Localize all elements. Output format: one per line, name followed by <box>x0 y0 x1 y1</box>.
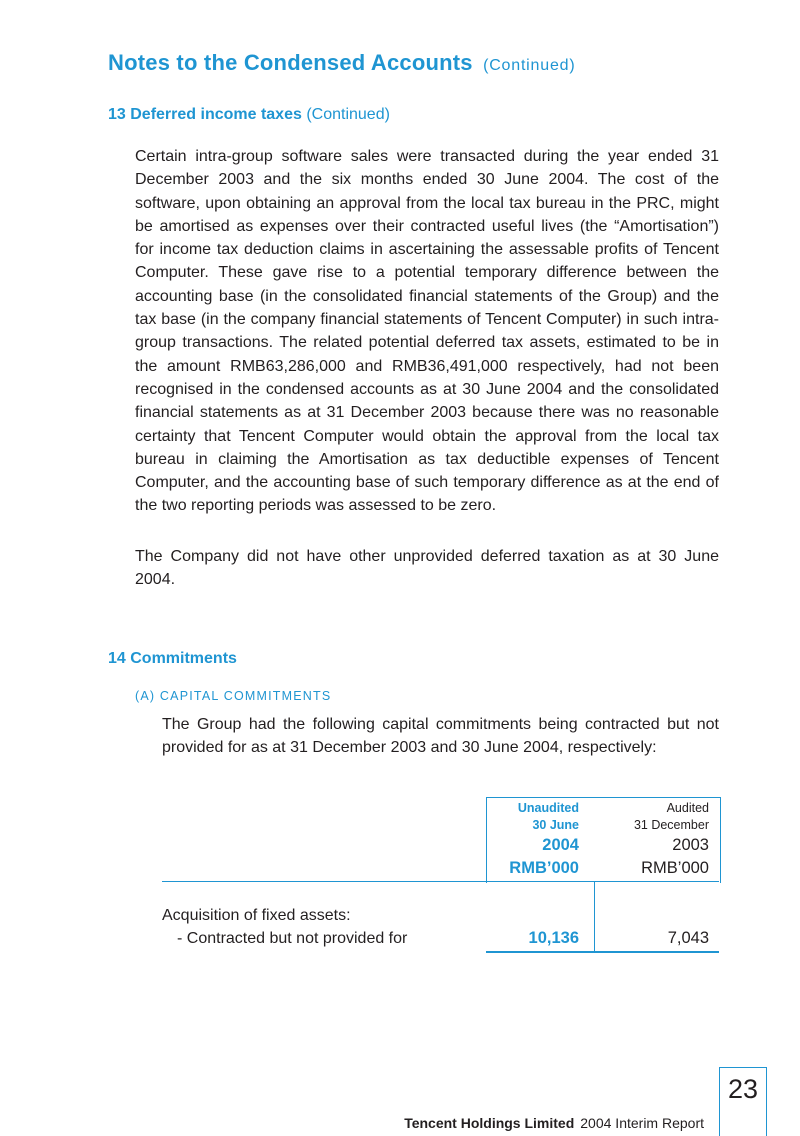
note-14-heading: 14 Commitments <box>108 650 237 667</box>
page-title <box>108 50 575 76</box>
col-2004-unit: RMB’000 <box>509 859 579 877</box>
note-13-heading-text: 13 Deferred income taxes <box>108 106 302 123</box>
row-value-2003: 7,043 <box>667 929 709 947</box>
note-13-paragraph-1: Certain intra-group software sales were transacted during the year ended 31 December 2003 and the six months ended 30 June 2004. The cost of the software, upon obtaining an approval from the local tax bureau in the PRC, might be amortised as expenses over their contracted useful lives (the “Amortisation”) for income tax deduction claims in ascertaining the assessable profits of Tencent Computer. These gave rise to a potential temporary difference between the accounting base (in the consolidated financial statements of the Group) and the tax base (in the company financial statements of Tencent Computer) in such intra-group transactions. The related potential deferred tax assets, estimated to be in the amount RMB63,286,000 and RMB36,491,000 respectively, had not been recognised in the condensed accounts as at 30 June 2004 and the consolidated financial statements as at 31 December 2003 because there was no reasonable certainty that Tencent Computer would obtain the approval from the local tax bureau in claiming the Amortisation as tax deductible expenses of Tencent Computer, and the accounting base of such temporary difference as at the end of the two reporting periods was assessed to be zero. <box>135 148 719 515</box>
note-13-paragraph-2: The Company did not have other unprovided deferred taxation as at 30 June 2004. <box>135 548 719 589</box>
page-number: 23 <box>727 1074 759 1104</box>
table-header-rule <box>162 881 719 882</box>
page-title-text: Notes to the Condensed Accounts <box>108 50 473 75</box>
col-2004-year: 2004 <box>542 836 579 854</box>
row-label: - Contracted but not provided for <box>177 930 408 947</box>
note-13-heading-continued: (Continued) <box>306 106 390 123</box>
col-2003-status: Audited <box>666 801 709 815</box>
footer <box>404 1115 704 1131</box>
capital-commitments-subheading: (A) CAPITAL COMMITMENTS <box>135 689 332 703</box>
note-13-heading <box>108 106 390 124</box>
col-2004-date: 30 June <box>532 818 579 832</box>
page-title-continued: (Continued) <box>483 57 576 74</box>
page-number-box <box>719 1067 767 1136</box>
col-2004-status: Unaudited <box>517 801 579 815</box>
col-2003-year: 2003 <box>672 836 709 854</box>
col-2003-date: 31 December <box>633 818 709 832</box>
footer-report: 2004 Interim Report <box>580 1115 704 1131</box>
table-column-divider <box>594 882 595 952</box>
capital-commitments-table <box>162 797 719 957</box>
row-group-label: Acquisition of fixed assets: <box>162 907 351 924</box>
table-total-rule <box>486 951 719 953</box>
footer-company: Tencent Holdings Limited <box>404 1115 575 1131</box>
col-2003-header <box>609 800 709 880</box>
col-2003-unit: RMB’000 <box>641 859 709 877</box>
note-14-paragraph: The Group had the following capital commitments being contracted but not provided for as at 31 December 2003 and 30 June 2004, respectively: <box>162 716 719 757</box>
row-value-2004: 10,136 <box>528 929 579 947</box>
col-2004-header <box>479 800 579 880</box>
